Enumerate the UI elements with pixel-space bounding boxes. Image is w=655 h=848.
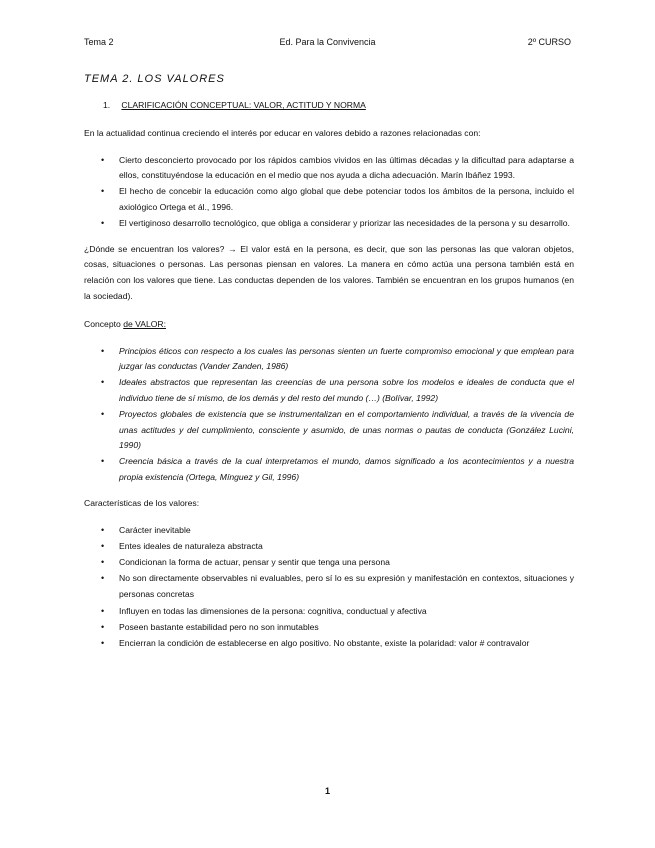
header-topic: Tema 2: [84, 37, 114, 47]
bullet-icon: •: [101, 557, 105, 568]
bullet-icon: •: [101, 217, 105, 228]
concept-label-underlined: de VALOR:: [123, 318, 167, 329]
bullet-icon: •: [101, 524, 105, 535]
characteristic-text: Influyen en todas las dimensiones de la persona: cognitiva, conductual y afectiva: [119, 605, 427, 616]
section-heading-text: CLARIFICACIÓN CONCEPTUAL: VALOR, ACTITUD Y NORMA: [121, 100, 366, 110]
list-item: [84, 539, 574, 555]
section-number: 1.: [103, 100, 111, 110]
bullet-icon: •: [101, 638, 105, 649]
characteristics-list: [84, 523, 574, 652]
bullet-icon: •: [101, 186, 105, 197]
concept-label: [84, 317, 574, 333]
list-item: [84, 184, 574, 216]
where-values-paragraph: ¿Dónde se encuentran los valores? → El valor está en la persona, es decir, que son las personas las que valoran objetos, cosas, situaciones o personas. Las personas piensan en valores. La manera en cómo actúa una persona también está en relación con los valores que tiene. Las conductas dependen de los valores. También se encuentran en los grupos humanos (en la sociedad).: [84, 243, 574, 301]
bullet-icon: •: [101, 540, 105, 551]
reasons-list: [84, 153, 574, 232]
header-course: 2º CURSO: [527, 37, 571, 47]
characteristic-text: Entes ideales de naturaleza abstracta: [119, 540, 263, 551]
definition-text: Proyectos globales de existencia que se instrumentalizan en el comportamiento individual, a través de la vivencia de unas actitudes y del cumplimiento, consciente y asumido, de unas normas o pautas de conducta (González Lucini, 1990): [119, 408, 574, 451]
list-item: [84, 375, 574, 407]
intro-paragraph: En la actualidad continua creciendo el interés por educar en valores debido a razones relacionadas con:: [84, 127, 481, 138]
bullet-icon: •: [101, 573, 105, 584]
list-item: [84, 216, 574, 232]
list-item: [84, 407, 574, 454]
section-heading: [103, 98, 574, 114]
list-item: [84, 571, 574, 603]
bullet-icon: •: [101, 154, 105, 165]
header-subject: Ed. Para la Convivencia: [279, 37, 376, 47]
document-title: TEMA 2. LOS VALORES: [84, 73, 225, 85]
list-item: [84, 555, 574, 571]
page-content: [84, 70, 574, 662]
list-item: [84, 620, 574, 636]
list-item: [84, 523, 574, 539]
bullet-icon: •: [101, 377, 105, 388]
concept-label-prefix: Concepto: [84, 318, 124, 329]
reason-text: Cierto desconcierto provocado por los rápidos cambios vividos en las últimas décadas y la dificultad para adaptarse a ellos, constituyéndose la educación en el medio que nos ayuda a dicha adecuación. Marín Ibáñez 1993.: [119, 154, 574, 181]
bullet-icon: •: [101, 456, 105, 467]
bullet-icon: •: [101, 605, 105, 616]
list-item: [84, 344, 574, 376]
definition-text: Ideales abstractos que representan las creencias de una persona sobre los modelos e ideales de conducta que el individuo tiene de sí mismo, de los demás y del resto del mundo (…) (Bolívar, 1992): [119, 377, 574, 403]
definition-text: Principios éticos con respecto a los cuales las personas sienten un fuerte compromiso emocional y que emplean para juzgar las conductas (Vander Zanden, 1986): [119, 345, 574, 372]
list-item: [84, 636, 574, 652]
characteristics-label: Características de los valores:: [84, 497, 200, 508]
characteristic-text: Condicionan la forma de actuar, pensar y sentir que tenga una persona: [119, 557, 390, 568]
reason-text: El hecho de concebir la educación como algo global que debe potenciar todos los ámbitos de la persona, incluido el axiológico Ortega et ál., 1996.: [119, 186, 574, 212]
bullet-icon: •: [101, 345, 105, 356]
reason-text: El vertiginoso desarrollo tecnológico, que obliga a considerar y priorizar las necesidades de la persona y su desarrollo.: [119, 217, 570, 228]
characteristic-text: No son directamente observables ni evaluables, pero sí lo es su expresión y manifestación en contextos, situaciones y personas concretas: [119, 573, 574, 600]
characteristic-text: Encierran la condición de establecerse en algo positivo. No obstante, existe la polaridad: valor # contravalor: [119, 638, 530, 649]
bullet-icon: •: [101, 408, 105, 419]
definitions-list: [84, 344, 574, 486]
list-item: [84, 604, 574, 620]
list-item: [84, 454, 574, 486]
list-item: [84, 153, 574, 185]
definition-text: Creencia básica a través de la cual interpretamos el mundo, damos significado a los acontecimientos y a nuestra propia existencia (Ortega, Mínguez y Gil, 1996): [119, 456, 574, 482]
characteristic-text: Poseen bastante estabilidad pero no son inmutables: [119, 621, 319, 632]
page-number: 1: [324, 786, 330, 796]
characteristic-text: Carácter inevitable: [119, 524, 191, 535]
bullet-icon: •: [101, 621, 105, 632]
page-header: [84, 37, 571, 51]
